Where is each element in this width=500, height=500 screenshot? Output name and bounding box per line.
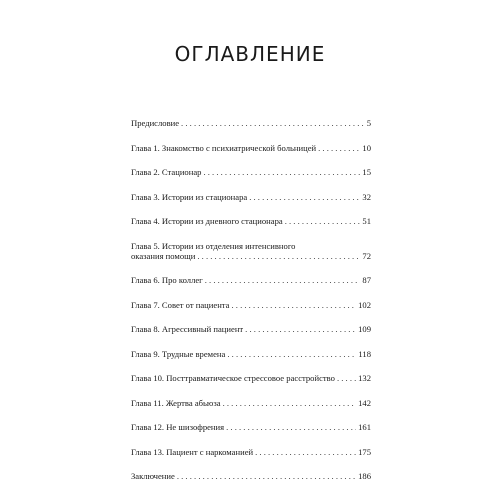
toc-entry-title: Глава 4. Истории из дневного стационара — [131, 216, 283, 226]
table-of-contents — [131, 118, 371, 496]
toc-entry-page: 72 — [362, 250, 371, 261]
toc-leader-dots — [177, 471, 356, 481]
toc-entry-title: Глава 9. Трудные времена — [131, 348, 226, 359]
toc-entry-title-line1: Глава 5. Истории из отделения интенсивного — [131, 240, 296, 251]
toc-entry-conclusion[interactable] — [131, 471, 371, 481]
toc-entry-title: оказания помощи — [131, 250, 196, 261]
toc-entry-title: Глава 12. Не шизофрения — [131, 422, 225, 432]
toc-leader-dots — [203, 167, 360, 177]
toc-entry-chapter-11[interactable] — [131, 398, 371, 408]
toc-entry-chapter-12[interactable] — [131, 422, 371, 432]
toc-entry-page: 109 — [358, 324, 371, 334]
toc-leader-dots — [337, 373, 356, 383]
toc-entry-chapter-8[interactable] — [131, 324, 371, 334]
toc-entry-page: 142 — [358, 397, 371, 408]
toc-entry-page: 51 — [362, 216, 371, 226]
toc-entry-page: 102 — [358, 299, 371, 310]
toc-entry-page: 10 — [362, 142, 371, 153]
toc-leader-dots — [197, 251, 360, 261]
toc-entry-title: Глава 8. Агрессивный пациент — [131, 324, 244, 334]
toc-entry-title: Глава 13. Пациент с наркоманией — [131, 446, 254, 457]
toc-entry-chapter-7[interactable] — [131, 300, 371, 310]
toc-leader-dots — [255, 447, 356, 457]
toc-entry-page: 175 — [358, 446, 371, 457]
toc-leader-dots — [285, 216, 361, 226]
toc-entry-title: Глава 7. Совет от пациента — [131, 299, 230, 310]
toc-entry-title: Глава 3. Истории из стационара — [131, 191, 248, 202]
toc-entry-chapter-4[interactable] — [131, 216, 371, 226]
toc-entry-page: 5 — [366, 118, 371, 128]
toc-entry-chapter-9[interactable] — [131, 349, 371, 359]
toc-entry-page: 132 — [358, 373, 371, 383]
toc-entry-page: 32 — [362, 191, 371, 202]
toc-leader-dots — [245, 324, 356, 334]
toc-entry-preface[interactable] — [131, 118, 371, 128]
toc-entry-title: Глава 6. Про коллег — [131, 275, 203, 285]
toc-entry-page: 87 — [362, 275, 371, 285]
toc-leader-dots — [226, 422, 356, 432]
toc-entry-chapter-6[interactable] — [131, 275, 371, 285]
toc-entry-chapter-5[interactable] — [131, 241, 371, 261]
toc-leader-dots — [249, 192, 360, 202]
page-title: ОГЛАВЛЕНИЕ — [174, 42, 326, 66]
toc-leader-dots — [223, 398, 357, 408]
toc-entry-title: Глава 1. Знакомство с психиатрической больницей — [131, 142, 317, 153]
toc-entry-title: Глава 11. Жертва абьюза — [131, 397, 221, 408]
toc-entry-chapter-10[interactable] — [131, 373, 371, 383]
toc-entry-title: Глава 10. Посттравматическое стрессовое расстройство — [131, 373, 335, 383]
toc-leader-dots — [227, 349, 356, 359]
toc-entry-page: 118 — [358, 348, 371, 359]
toc-leader-dots — [231, 300, 356, 310]
toc-entry-chapter-2[interactable] — [131, 167, 371, 177]
toc-entry-page: 161 — [358, 422, 371, 432]
toc-entry-chapter-1[interactable] — [131, 143, 371, 153]
toc-entry-title: Заключение — [131, 471, 175, 481]
toc-leader-dots — [205, 275, 361, 285]
toc-entry-page: 15 — [362, 167, 371, 177]
toc-entry-title: Глава 2. Стационар — [131, 167, 202, 177]
toc-leader-dots — [181, 118, 365, 128]
toc-entry-title: Предисловие — [131, 118, 180, 128]
toc-entry-chapter-3[interactable] — [131, 192, 371, 202]
toc-entry-page: 186 — [358, 471, 371, 481]
toc-leader-dots — [318, 143, 360, 153]
toc-entry-chapter-13[interactable] — [131, 447, 371, 457]
